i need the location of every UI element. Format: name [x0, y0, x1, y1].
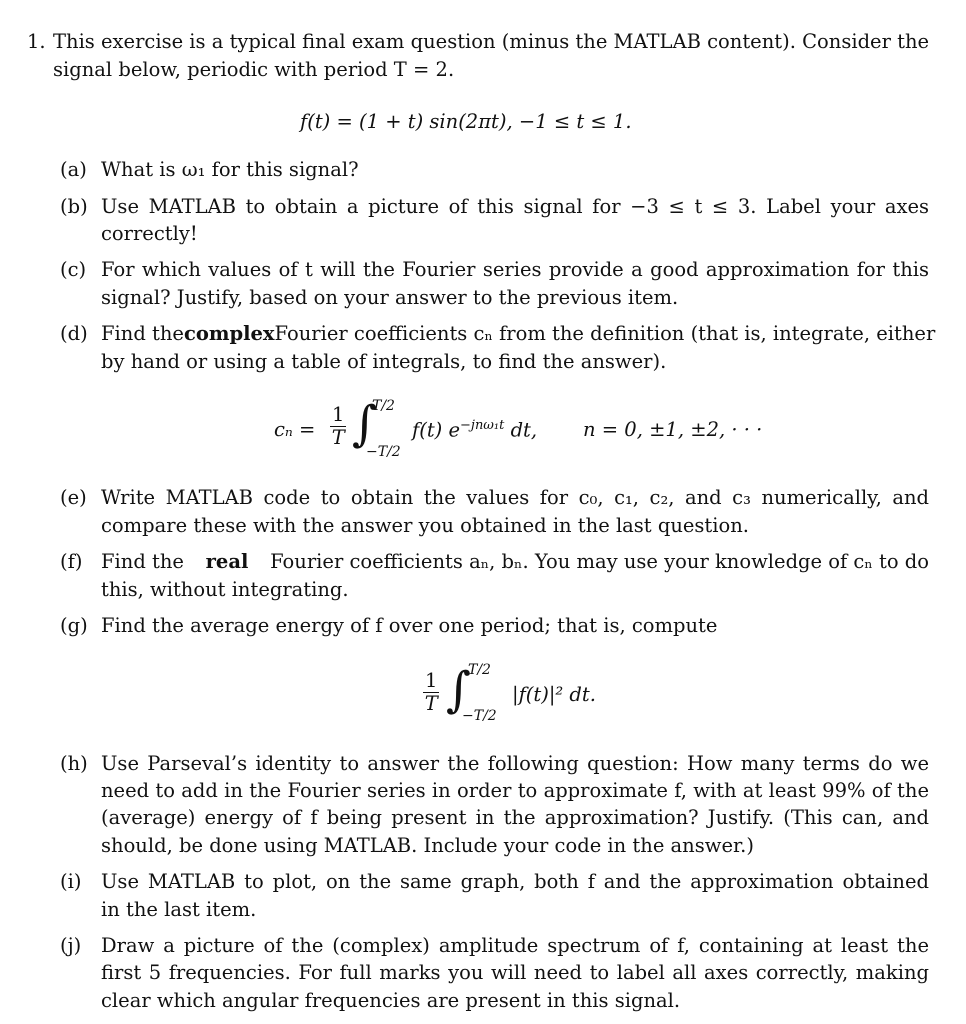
- cn-upper-limit: T/2: [372, 398, 395, 414]
- item-d-text-2: by hand or using a table of integrals, to find the answer).: [101, 350, 667, 373]
- item-d-label: (d): [60, 322, 88, 345]
- item-h-text-4: should, be done using MATLAB. Include your code in the answer.): [101, 834, 754, 857]
- item-a-text: What is ω₁ for this signal?: [101, 158, 359, 181]
- cn-lower-limit: −T/2: [366, 444, 401, 460]
- energy-lower-limit: −T/2: [462, 708, 497, 724]
- item-j-text-1: Draw a picture of the (complex) amplitude spectrum of f, containing at least the: [101, 934, 929, 957]
- item-h-text-3: (average) energy of f being present in the approximation? Justify. (This can, and: [101, 806, 929, 829]
- question-intro-line1: This exercise is a typical final exam question (minus the MATLAB content). Consider the: [53, 30, 930, 53]
- item-i-label: (i): [60, 870, 82, 893]
- item-b-label: (b): [60, 195, 88, 218]
- item-d-pre: Find the: [101, 322, 184, 345]
- item-j-text-3: clear which angular frequencies are present in this signal.: [101, 989, 681, 1012]
- energy-upper-limit: T/2: [468, 662, 491, 678]
- item-e-text-2: compare these with the answer you obtained in the last question.: [101, 514, 750, 537]
- item-i-text-2: in the last item.: [101, 898, 257, 921]
- signal-equation: f(t) = (1 + t) sin(2πt), −1 ≤ t ≤ 1.: [300, 110, 632, 133]
- item-c-text-2: signal? Justify, based on your answer to the previous item.: [101, 286, 679, 309]
- cn-range: n = 0, ±1, ±2, · · ·: [583, 418, 763, 441]
- item-d-post: Fourier coefficients cₙ from the definition (that is, integrate, either: [274, 322, 936, 345]
- item-j-label: (j): [60, 934, 82, 957]
- item-e-text-1: Write MATLAB code to obtain the values for c₀, c₁, c₂, and c₃ numerically, and: [101, 486, 929, 509]
- cn-integrand: f(t) $e^{-jn\omega_1t}$ dt,: [412, 418, 538, 442]
- item-g-label: (g): [60, 614, 88, 637]
- item-h-text-1: Use Parseval’s identity to answer the following question: How many terms do we: [101, 752, 929, 775]
- item-b-text-1: Use MATLAB to obtain a picture of this signal for −3 ≤ t ≤ 3. Label your axes: [101, 195, 929, 218]
- question-number: 1.: [27, 30, 46, 53]
- item-b-text-2: correctly!: [101, 222, 198, 245]
- item-j-text-2: first 5 frequencies. For full marks you will need to label all axes correctly, making: [101, 961, 929, 984]
- integral-sign-2: ∫: [446, 662, 472, 718]
- item-f-pre: Find the: [101, 550, 184, 573]
- item-g-text: Find the average energy of f over one period; that is, compute: [101, 614, 718, 637]
- item-c-text-1: For which values of t will the Fourier series provide a good approximation for this: [101, 258, 929, 281]
- cn-lhs: cₙ =: [274, 418, 316, 441]
- item-h-label: (h): [60, 752, 88, 775]
- energy-integrand: |f(t)|² dt.: [512, 683, 596, 706]
- item-f-post: Fourier coefficients aₙ, bₙ. You may use your knowledge of cₙ to do: [270, 550, 929, 573]
- question-intro-line2: signal below, periodic with period T = 2.: [53, 58, 455, 81]
- cn-fraction: $\frac{1}{T}$: [331, 403, 345, 449]
- item-f-text-2: this, without integrating.: [101, 578, 349, 601]
- item-f-bold: real: [205, 550, 249, 573]
- item-d-bold: complex: [183, 322, 275, 345]
- item-d-text-1: [101, 322, 936, 346]
- integral-sign: ∫: [352, 396, 378, 452]
- item-f-label: (f): [60, 550, 83, 573]
- item-c-label: (c): [60, 258, 87, 281]
- item-i-text-1: Use MATLAB to plot, on the same graph, both f and the approximation obtained: [101, 870, 929, 893]
- energy-fraction: $\frac{1}{T}$: [424, 669, 438, 715]
- item-a-label: (a): [60, 158, 87, 181]
- item-f-text-1: [101, 550, 929, 574]
- item-e-label: (e): [60, 486, 87, 509]
- item-h-text-2: need to add in the Fourier series in order to approximate f, with at least 99% of the: [101, 779, 929, 802]
